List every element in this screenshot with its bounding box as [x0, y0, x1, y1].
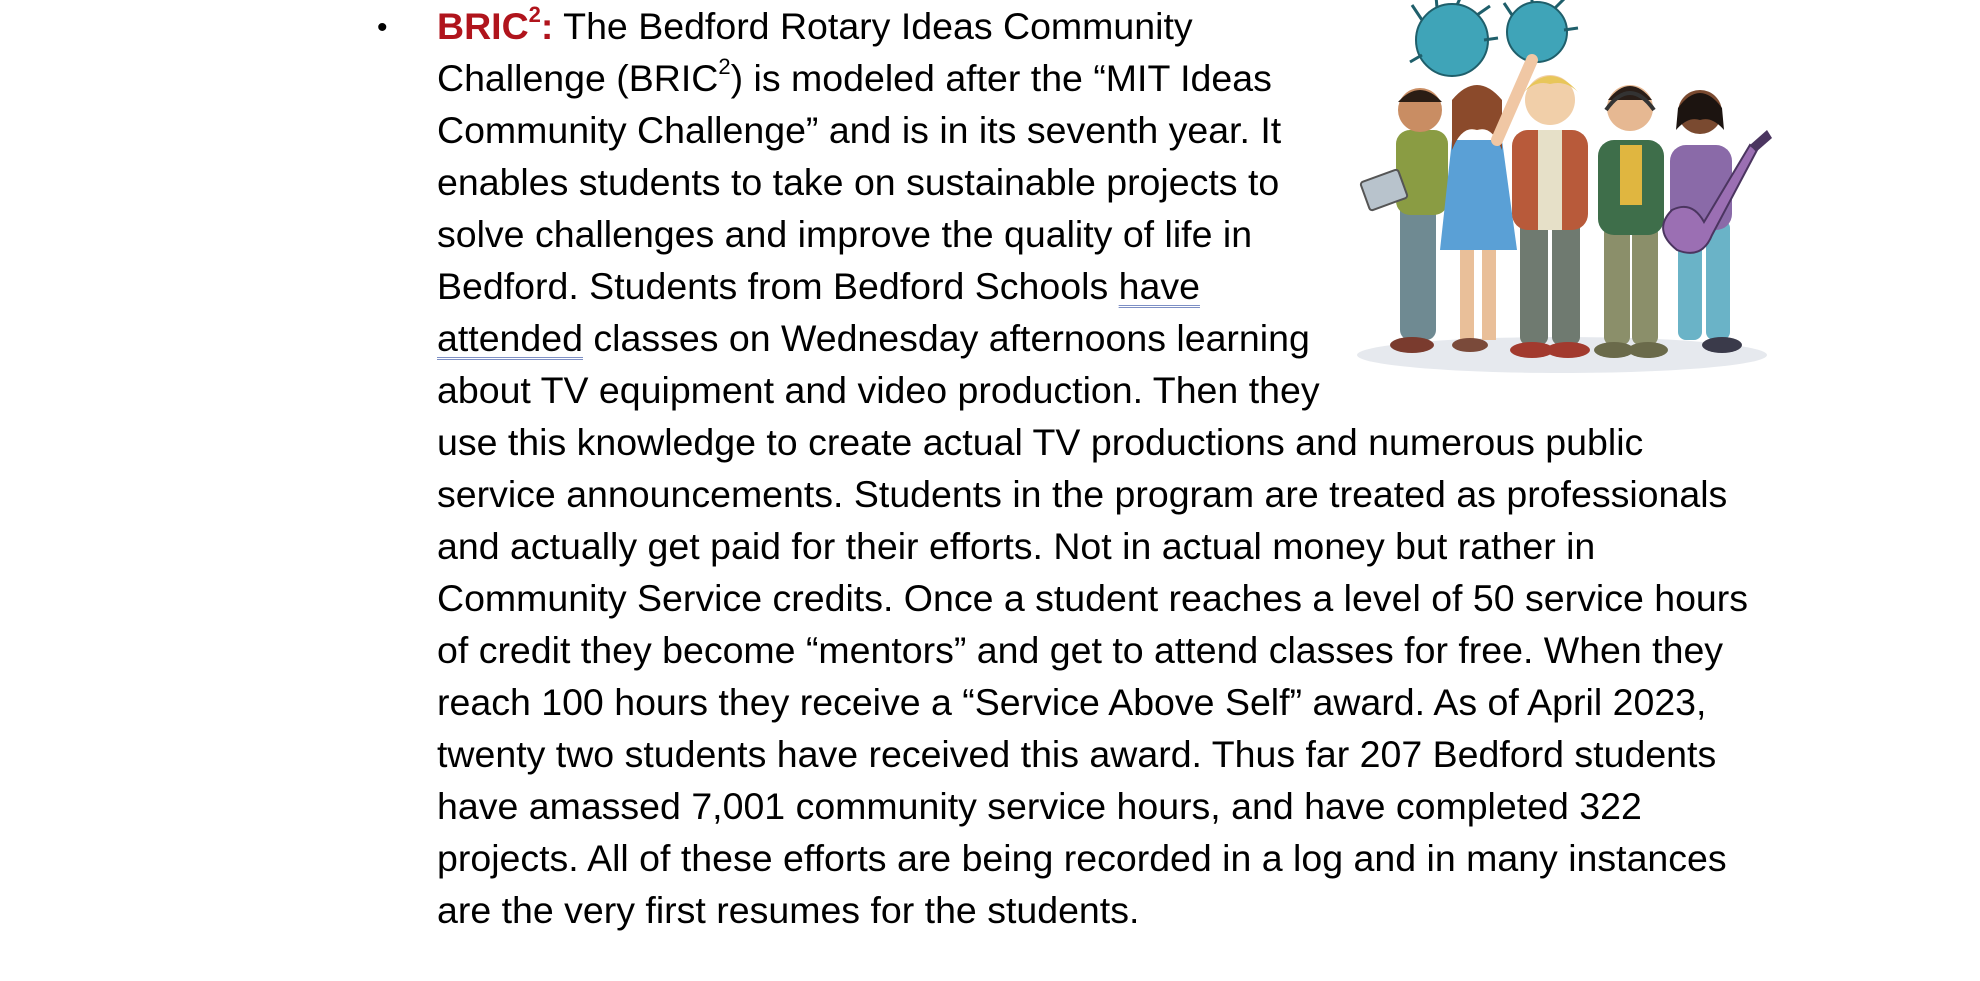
- illustration-wrap-area: [1325, 0, 1757, 378]
- bric-heading: [437, 1, 554, 47]
- paragraph-text-part2: ) is modeled after the “MIT Ideas Community Challenge” and is in its seventh year. It enables students to take on sustainable projects to solve challenges and improve the quality of life in Bedford. Students from Bedford Schools: [437, 57, 1282, 307]
- bric-heading-superscript: 2: [528, 1, 541, 27]
- paragraph-superscript: 2: [718, 53, 731, 79]
- grammar-underlined-text[interactable]: have attended: [437, 265, 1200, 359]
- bullet-icon: •: [377, 11, 388, 44]
- paragraph-text-part1: The Bedford Rotary Ideas Community Challenge (BRIC: [437, 5, 1193, 99]
- paragraph-text-part3: classes on Wednesday afternoons learning about TV equipment and video production. Then they use this knowledge to create actual TV productions and numerous public service announcements. Students in the program are treated as professionals and actually get paid for their efforts. Not in actual money but rather in Community Service credits. Once a student reaches a level of 50 service hours of credit they become “mentors” and get to attend classes for free. When they reach 100 hours they receive a “Service Above Self” award. As of April 2023, twenty two students have received this award. Thus far 207 Bedford students have amassed 7,001 community service hours, and have completed 322 projects. All of these efforts are being recorded in a log and in many instances are the very first resumes for the students.: [437, 317, 1749, 931]
- bric-heading-name: BRIC: [437, 5, 529, 47]
- bric-heading-colon: :: [540, 5, 554, 47]
- bric-paragraph: [437, 0, 1757, 936]
